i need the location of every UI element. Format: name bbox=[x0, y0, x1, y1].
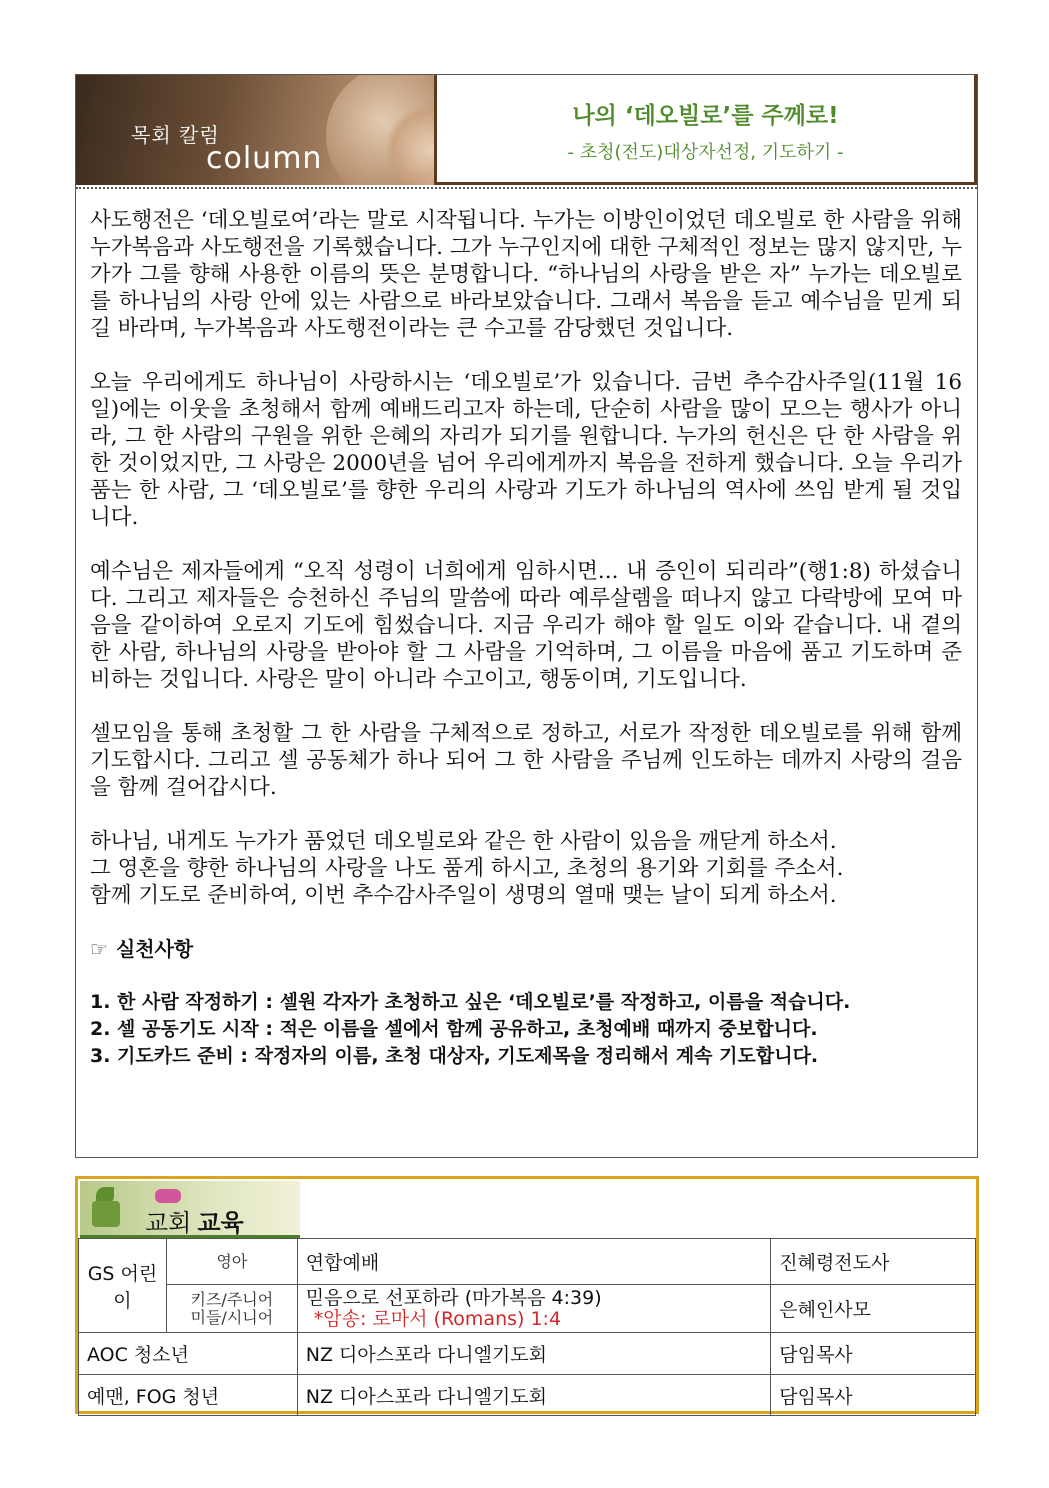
program-cell bbox=[297, 1285, 770, 1333]
paragraph: 예수님은 제자들에게 “오직 성령이 너희에게 임하시면... 내 증인이 되리라”(행1:8) 하셨습니다. 그리고 제자들은 승천하신 주님의 말씀에 따라 예루살렘을 떠나지 않고 다락방에 모여 마음을 같이하여 오로지 기도에 힘썼습니다. 지금 우리가 해야 할 일도 이와 같습니다. 내 곁의 한 사람, 하나님의 사랑을 받아야 할 그 사람을 기억하며, 그 이름을 마음에 품고 기도하며 준비하는 것입니다. 사랑은 말이 아니라 수고이고, 행동이며, 기도입니다. bbox=[90, 559, 962, 692]
sub-group-cell: 영아 bbox=[166, 1239, 297, 1285]
table-row bbox=[79, 1375, 976, 1416]
watering-can-icon bbox=[155, 1189, 181, 1203]
prayer-line: 함께 기도로 준비하여, 이번 추수감사주일이 생명의 열매 맺는 날이 되게 하소서. bbox=[90, 883, 837, 908]
practice-list bbox=[90, 989, 962, 1070]
table-row bbox=[79, 1333, 976, 1375]
leader-cell: 진혜령전도사 bbox=[771, 1239, 976, 1285]
pointing-hand-icon: ☞ bbox=[90, 937, 108, 961]
group-cell bbox=[79, 1239, 167, 1333]
education-title-bold: 교육 bbox=[197, 1209, 244, 1237]
paragraph: 오늘 우리에게도 하나님이 사랑하시는 ‘데오빌로’가 있습니다. 금번 추수감사주일(11월 16일)에는 이웃을 초청해서 함께 예배드리고자 하는데, 단순히 사람을 많이 모으는 행사가 아니라, 그 한 사람의 구원을 위한 은혜의 자리가 되기를 원합니다. 누가의 헌신은 단 한 사람을 위한 것이었지만, 그 사랑은 2000년을 넘어 우리에게까지 복음을 전하게 했습니다. 오늘 우리가 품는 한 사람, 그 ‘데오빌로’를 향한 우리의 사랑과 기도가 하나님의 역사에 쓰임 받게 될 것입니다. bbox=[90, 370, 962, 530]
program-title: 믿음으로 선포하라 (마가복음 4:39) bbox=[305, 1286, 602, 1309]
education-banner bbox=[80, 1181, 300, 1238]
table-row bbox=[79, 1285, 976, 1333]
practice-item: 3. 기도카드 준비 : 작정자의 이름, 초청 대상자, 기도제목을 정리해서 계속 기도합니다. bbox=[90, 1045, 819, 1067]
leader-cell: 은혜인사모 bbox=[771, 1285, 976, 1333]
paragraph: 사도행전은 ‘데오빌로여’라는 말로 시작됩니다. 누가는 이방인이었던 데오빌로 한 사람을 위해 누가복음과 사도행전을 기록했습니다. 그가 누구인지에 대한 구체적인 정보는 많지 않지만, 누가가 그를 향해 사용한 이름의 뜻은 분명합니다. “하나님의 사랑을 받은 자” 누가는 데오빌로를 하나님의 사랑 안에 있는 사람으로 바라보았습니다. 그래서 복음을 듣고 예수님을 믿게 되길 바라며, 누가복음과 사도행전이라는 큰 수고를 감당했던 것입니다. bbox=[90, 208, 962, 341]
column-body bbox=[90, 207, 962, 1070]
group-label: GS 어린이 bbox=[87, 1262, 158, 1312]
practice-heading-text: 실천사항 bbox=[115, 937, 194, 961]
memory-verse: *암송: 로마서 (Romans) 1:4 bbox=[313, 1307, 562, 1330]
group-cell: AOC 청소년 bbox=[79, 1333, 298, 1375]
column-title-box bbox=[434, 75, 977, 185]
banner-label: 목회 칼럼 bbox=[131, 123, 220, 147]
sub-group-line: 키즈/주니어 bbox=[190, 1289, 274, 1309]
pastor-column bbox=[75, 74, 978, 1158]
practice-heading bbox=[90, 936, 962, 963]
education-title-light: 교회 bbox=[145, 1209, 192, 1237]
program-cell: 연합예배 bbox=[297, 1239, 770, 1285]
table-row bbox=[79, 1239, 976, 1285]
program-cell: NZ 디아스포라 다니엘기도회 bbox=[297, 1375, 770, 1416]
prayer-line: 하나님, 내게도 누가가 품었던 데오빌로와 같은 한 사람이 있음을 깨닫게 하소서. bbox=[90, 829, 837, 854]
prayer bbox=[90, 828, 962, 909]
banner-word: column bbox=[206, 141, 323, 176]
column-subtitle: - 초청(전도)대상자선정, 기도하기 - bbox=[567, 142, 844, 163]
sub-group-cell bbox=[166, 1285, 297, 1333]
flower-pot-icon bbox=[92, 1201, 120, 1227]
sub-group-line: 미들/시니어 bbox=[190, 1307, 274, 1327]
column-banner-image bbox=[76, 75, 434, 185]
column-title: 나의 ‘데오빌로’를 주께로! bbox=[572, 103, 839, 129]
practice-item: 2. 셀 공동기도 시작 : 적은 이름을 셀에서 함께 공유하고, 초청예배 때까지 중보합니다. bbox=[90, 1018, 818, 1040]
church-education-box bbox=[75, 1176, 979, 1414]
paragraph: 셀모임을 통해 초청할 그 한 사람을 구체적으로 정하고, 서로가 작정한 데오빌로를 위해 함께 기도합시다. 그리고 셀 공동체가 하나 되어 그 한 사람을 주님께 인도하는 데까지 사랑의 걸음을 함께 걸어갑시다. bbox=[90, 721, 962, 800]
prayer-line: 그 영혼을 향한 하나님의 사랑을 나도 품게 하시고, 초청의 용기와 기회를 주소서. bbox=[90, 856, 844, 881]
program-cell: NZ 디아스포라 다니엘기도회 bbox=[297, 1333, 770, 1375]
education-title bbox=[145, 1203, 244, 1238]
leader-cell: 담임목사 bbox=[771, 1333, 976, 1375]
group-cell: 예맨, FOG 청년 bbox=[79, 1375, 298, 1416]
practice-item: 1. 한 사람 작정하기 : 셀원 각자가 초청하고 싶은 ‘데오빌로’를 작정하고, 이름을 적습니다. bbox=[90, 991, 851, 1013]
education-table bbox=[78, 1238, 976, 1416]
leader-cell: 담임목사 bbox=[771, 1375, 976, 1416]
dotted-divider bbox=[76, 187, 977, 189]
